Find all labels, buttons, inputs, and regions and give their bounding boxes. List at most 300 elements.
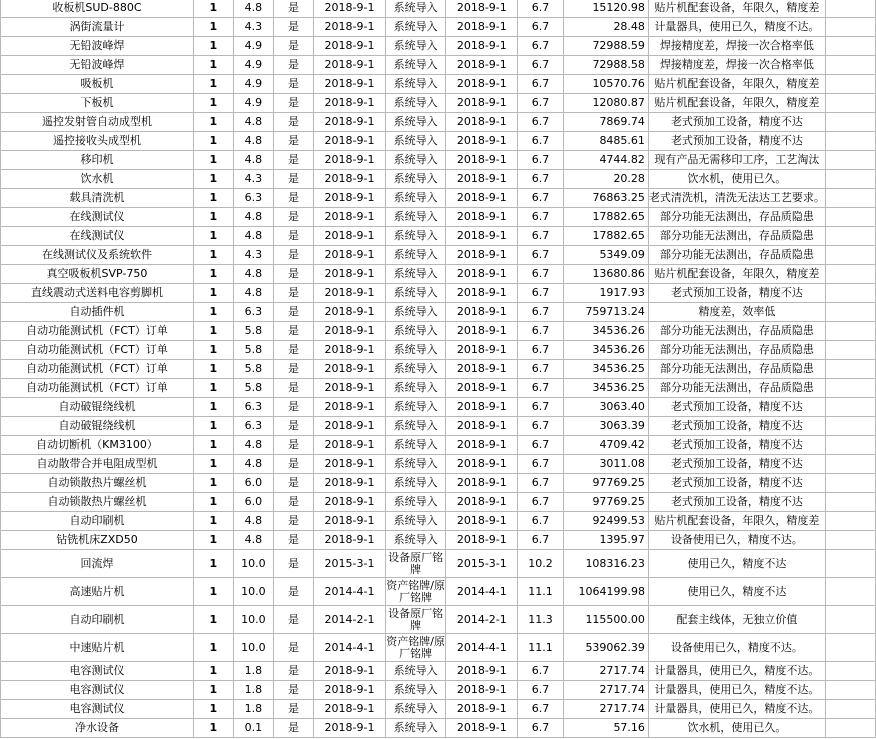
flag-cell: 是 (274, 606, 314, 634)
years-cell: 6.7 (518, 455, 563, 474)
value-cell: 7869.74 (563, 113, 648, 132)
table-row (1, 360, 876, 379)
blank-cell (825, 208, 875, 227)
source-cell: 系统导入 (386, 189, 446, 208)
table-row (1, 189, 876, 208)
qty-cell: 1 (193, 265, 233, 284)
table-row (1, 303, 876, 322)
table-row (1, 113, 876, 132)
name-cell: 涡街流量计 (1, 18, 194, 37)
blank-cell (825, 474, 875, 493)
table-row (1, 436, 876, 455)
source-cell: 系统导入 (386, 56, 446, 75)
date-cell: 2018-9-1 (313, 265, 385, 284)
table-row (1, 634, 876, 662)
note-cell: 计量器具，使用已久，精度不达。 (648, 662, 825, 681)
qty-cell: 1 (193, 719, 233, 738)
date2-cell: 2018-9-1 (446, 132, 518, 151)
years-cell: 6.7 (518, 94, 563, 113)
date-cell: 2015-3-1 (313, 550, 385, 578)
qty-cell: 1 (193, 246, 233, 265)
blank-cell (825, 455, 875, 474)
table-row (1, 56, 876, 75)
date-cell: 2018-9-1 (313, 360, 385, 379)
flag-cell: 是 (274, 246, 314, 265)
date-cell: 2018-9-1 (313, 113, 385, 132)
date2-cell: 2018-9-1 (446, 493, 518, 512)
life-cell: 4.3 (233, 246, 273, 265)
value-cell: 1917.93 (563, 284, 648, 303)
qty-cell: 1 (193, 606, 233, 634)
qty-cell: 1 (193, 681, 233, 700)
name-cell: 移印机 (1, 151, 194, 170)
date-cell: 2018-9-1 (313, 170, 385, 189)
flag-cell: 是 (274, 379, 314, 398)
source-cell: 系统导入 (386, 681, 446, 700)
date-cell: 2018-9-1 (313, 512, 385, 531)
date-cell: 2018-9-1 (313, 208, 385, 227)
date2-cell: 2018-9-1 (446, 681, 518, 700)
note-cell: 计量器具，使用已久，精度不达。 (648, 700, 825, 719)
source-cell: 系统导入 (386, 132, 446, 151)
life-cell: 4.8 (233, 151, 273, 170)
date-cell: 2018-9-1 (313, 18, 385, 37)
years-cell: 6.7 (518, 113, 563, 132)
name-cell: 电容测试仪 (1, 681, 194, 700)
table-row (1, 208, 876, 227)
qty-cell: 1 (193, 284, 233, 303)
source-cell: 系统导入 (386, 0, 446, 18)
flag-cell: 是 (274, 493, 314, 512)
flag-cell: 是 (274, 227, 314, 246)
name-cell: 净水设备 (1, 719, 194, 738)
date-cell: 2014-2-1 (313, 606, 385, 634)
note-cell: 部分功能无法测出，存品质隐患 (648, 246, 825, 265)
life-cell: 4.9 (233, 75, 273, 94)
life-cell: 4.9 (233, 37, 273, 56)
years-cell: 6.7 (518, 512, 563, 531)
table-row (1, 398, 876, 417)
date2-cell: 2018-9-1 (446, 303, 518, 322)
blank-cell (825, 170, 875, 189)
source-cell: 系统导入 (386, 113, 446, 132)
blank-cell (825, 379, 875, 398)
date-cell: 2018-9-1 (313, 379, 385, 398)
note-cell: 饮水机，使用已久。 (648, 170, 825, 189)
years-cell: 6.7 (518, 303, 563, 322)
blank-cell (825, 662, 875, 681)
years-cell: 6.7 (518, 436, 563, 455)
date2-cell: 2018-9-1 (446, 56, 518, 75)
flag-cell: 是 (274, 512, 314, 531)
date-cell: 2018-9-1 (313, 189, 385, 208)
table-row (1, 18, 876, 37)
name-cell: 饮水机 (1, 170, 194, 189)
flag-cell: 是 (274, 151, 314, 170)
name-cell: 自动锁散热片螺丝机 (1, 474, 194, 493)
date2-cell: 2018-9-1 (446, 341, 518, 360)
value-cell: 2717.74 (563, 681, 648, 700)
name-cell: 吸板机 (1, 75, 194, 94)
note-cell: 使用已久，精度不达 (648, 578, 825, 606)
flag-cell: 是 (274, 578, 314, 606)
name-cell: 无铅波峰焊 (1, 56, 194, 75)
date2-cell: 2018-9-1 (446, 512, 518, 531)
table-row (1, 265, 876, 284)
note-cell: 焊接精度差，焊接一次合格率低 (648, 37, 825, 56)
source-cell: 系统导入 (386, 151, 446, 170)
source-cell: 系统导入 (386, 512, 446, 531)
source-cell: 系统导入 (386, 455, 446, 474)
date-cell: 2018-9-1 (313, 531, 385, 550)
life-cell: 6.0 (233, 474, 273, 493)
name-cell: 载具清洗机 (1, 189, 194, 208)
date-cell: 2018-9-1 (313, 398, 385, 417)
name-cell: 自动插件机 (1, 303, 194, 322)
table-row (1, 0, 876, 18)
table-row (1, 284, 876, 303)
years-cell: 11.1 (518, 578, 563, 606)
life-cell: 4.8 (233, 113, 273, 132)
source-cell: 系统导入 (386, 208, 446, 227)
flag-cell: 是 (274, 417, 314, 436)
value-cell: 108316.23 (563, 550, 648, 578)
date-cell: 2018-9-1 (313, 417, 385, 436)
table-body (1, 0, 876, 738)
blank-cell (825, 578, 875, 606)
source-cell: 系统导入 (386, 18, 446, 37)
note-cell: 老式预加工设备，精度不达 (648, 436, 825, 455)
table-row (1, 341, 876, 360)
years-cell: 6.7 (518, 662, 563, 681)
flag-cell: 是 (274, 681, 314, 700)
source-cell: 系统导入 (386, 246, 446, 265)
flag-cell: 是 (274, 474, 314, 493)
years-cell: 11.3 (518, 606, 563, 634)
flag-cell: 是 (274, 18, 314, 37)
name-cell: 自动印刷机 (1, 606, 194, 634)
qty-cell: 1 (193, 398, 233, 417)
note-cell: 老式清洗机，清洗无法达工艺要求。 (648, 189, 825, 208)
blank-cell (825, 94, 875, 113)
flag-cell: 是 (274, 550, 314, 578)
years-cell: 6.7 (518, 700, 563, 719)
value-cell: 4744.82 (563, 151, 648, 170)
flag-cell: 是 (274, 398, 314, 417)
blank-cell (825, 417, 875, 436)
date2-cell: 2018-9-1 (446, 189, 518, 208)
value-cell: 3063.39 (563, 417, 648, 436)
name-cell: 下板机 (1, 94, 194, 113)
name-cell: 电容测试仪 (1, 700, 194, 719)
qty-cell: 1 (193, 132, 233, 151)
value-cell: 10570.76 (563, 75, 648, 94)
date2-cell: 2018-9-1 (446, 94, 518, 113)
life-cell: 6.0 (233, 493, 273, 512)
value-cell: 20.28 (563, 170, 648, 189)
note-cell: 老式预加工设备，精度不达 (648, 417, 825, 436)
table-row (1, 379, 876, 398)
qty-cell: 1 (193, 0, 233, 18)
life-cell: 0.1 (233, 719, 273, 738)
source-cell: 资产铭牌/原厂铭牌 (386, 578, 445, 604)
date-cell: 2018-9-1 (313, 681, 385, 700)
value-cell: 539062.39 (563, 634, 648, 662)
blank-cell (825, 284, 875, 303)
qty-cell: 1 (193, 113, 233, 132)
table-row (1, 719, 876, 738)
note-cell: 部分功能无法测出，存品质隐患 (648, 379, 825, 398)
flag-cell: 是 (274, 634, 314, 662)
years-cell: 6.7 (518, 227, 563, 246)
flag-cell: 是 (274, 265, 314, 284)
source-cell: 系统导入 (386, 94, 446, 113)
table-row (1, 94, 876, 113)
flag-cell: 是 (274, 113, 314, 132)
qty-cell: 1 (193, 512, 233, 531)
years-cell: 6.7 (518, 132, 563, 151)
blank-cell (825, 56, 875, 75)
table-row (1, 531, 876, 550)
name-cell: 收板机SUD-880C (1, 0, 194, 18)
table-row (1, 578, 876, 606)
value-cell: 1395.97 (563, 531, 648, 550)
name-cell: 自动功能测试机（FCT）订单 (1, 360, 194, 379)
years-cell: 10.2 (518, 550, 563, 578)
qty-cell: 1 (193, 700, 233, 719)
name-cell: 自动破锟绕线机 (1, 398, 194, 417)
name-cell: 自动切断机（KM3100） (1, 436, 194, 455)
date2-cell: 2018-9-1 (446, 360, 518, 379)
qty-cell: 1 (193, 436, 233, 455)
date2-cell: 2018-9-1 (446, 151, 518, 170)
blank-cell (825, 681, 875, 700)
date2-cell: 2018-9-1 (446, 37, 518, 56)
table-row (1, 662, 876, 681)
years-cell: 6.7 (518, 75, 563, 94)
source-cell: 系统导入 (386, 379, 446, 398)
life-cell: 5.8 (233, 322, 273, 341)
qty-cell: 1 (193, 531, 233, 550)
date2-cell: 2018-9-1 (446, 417, 518, 436)
qty-cell: 1 (193, 75, 233, 94)
life-cell: 5.8 (233, 379, 273, 398)
flag-cell: 是 (274, 75, 314, 94)
note-cell: 贴片机配套设备，年限久，精度差 (648, 512, 825, 531)
value-cell: 17882.65 (563, 227, 648, 246)
years-cell: 6.7 (518, 341, 563, 360)
value-cell: 92499.53 (563, 512, 648, 531)
date2-cell: 2014-4-1 (446, 634, 518, 662)
qty-cell: 1 (193, 379, 233, 398)
value-cell: 72988.59 (563, 37, 648, 56)
years-cell: 6.7 (518, 0, 563, 18)
qty-cell: 1 (193, 37, 233, 56)
blank-cell (825, 189, 875, 208)
name-cell: 高速贴片机 (1, 578, 194, 606)
flag-cell: 是 (274, 208, 314, 227)
life-cell: 10.0 (233, 578, 273, 606)
life-cell: 10.0 (233, 550, 273, 578)
name-cell: 电容测试仪 (1, 662, 194, 681)
blank-cell (825, 151, 875, 170)
life-cell: 6.3 (233, 189, 273, 208)
date-cell: 2018-9-1 (313, 341, 385, 360)
source-cell: 系统导入 (386, 284, 446, 303)
date2-cell: 2018-9-1 (446, 436, 518, 455)
note-cell: 饮水机，使用已久。 (648, 719, 825, 738)
date2-cell: 2018-9-1 (446, 18, 518, 37)
life-cell: 6.3 (233, 417, 273, 436)
qty-cell: 1 (193, 94, 233, 113)
life-cell: 10.0 (233, 606, 273, 634)
note-cell: 老式预加工设备，精度不达 (648, 113, 825, 132)
date2-cell: 2018-9-1 (446, 322, 518, 341)
date2-cell: 2014-4-1 (446, 578, 518, 606)
date-cell: 2018-9-1 (313, 0, 385, 18)
years-cell: 6.7 (518, 493, 563, 512)
qty-cell: 1 (193, 493, 233, 512)
table-row (1, 170, 876, 189)
table-row (1, 474, 876, 493)
years-cell: 6.7 (518, 322, 563, 341)
flag-cell: 是 (274, 360, 314, 379)
qty-cell: 1 (193, 322, 233, 341)
table-row (1, 151, 876, 170)
table-row (1, 417, 876, 436)
years-cell: 6.7 (518, 189, 563, 208)
value-cell: 5349.09 (563, 246, 648, 265)
years-cell: 6.7 (518, 681, 563, 700)
years-cell: 6.7 (518, 284, 563, 303)
flag-cell: 是 (274, 455, 314, 474)
years-cell: 6.7 (518, 360, 563, 379)
date-cell: 2014-4-1 (313, 634, 385, 662)
flag-cell: 是 (274, 284, 314, 303)
date-cell: 2018-9-1 (313, 37, 385, 56)
flag-cell: 是 (274, 531, 314, 550)
note-cell: 部分功能无法测出，存品质隐患 (648, 227, 825, 246)
years-cell: 6.7 (518, 417, 563, 436)
value-cell: 2717.74 (563, 700, 648, 719)
flag-cell: 是 (274, 719, 314, 738)
blank-cell (825, 700, 875, 719)
date-cell: 2018-9-1 (313, 662, 385, 681)
source-cell: 设备原厂铭牌 (386, 550, 446, 578)
source-cell: 资产铭牌/原厂铭牌 (386, 634, 445, 660)
qty-cell: 1 (193, 662, 233, 681)
years-cell: 6.7 (518, 37, 563, 56)
note-cell: 贴片机配套设备，年限久，精度差 (648, 94, 825, 113)
source-cell: 系统导入 (386, 531, 446, 550)
qty-cell: 1 (193, 303, 233, 322)
life-cell: 4.8 (233, 436, 273, 455)
name-cell: 在线测试仪及系统软件 (1, 246, 194, 265)
life-cell: 6.3 (233, 303, 273, 322)
name-cell: 在线测试仪 (1, 227, 194, 246)
flag-cell: 是 (274, 170, 314, 189)
note-cell: 老式预加工设备，精度不达 (648, 284, 825, 303)
note-cell: 贴片机配套设备，年限久，精度差 (648, 0, 825, 18)
flag-cell: 是 (274, 56, 314, 75)
life-cell: 4.3 (233, 18, 273, 37)
qty-cell: 1 (193, 189, 233, 208)
blank-cell (825, 436, 875, 455)
flag-cell: 是 (274, 700, 314, 719)
blank-cell (825, 606, 875, 634)
blank-cell (825, 360, 875, 379)
table-row (1, 512, 876, 531)
date2-cell: 2018-9-1 (446, 531, 518, 550)
table-row (1, 75, 876, 94)
table-row (1, 322, 876, 341)
source-cell: 系统导入 (386, 662, 446, 681)
note-cell: 老式预加工设备，精度不达 (648, 474, 825, 493)
date-cell: 2018-9-1 (313, 246, 385, 265)
date-cell: 2018-9-1 (313, 75, 385, 94)
note-cell: 精度差，效率低 (648, 303, 825, 322)
date-cell: 2018-9-1 (313, 284, 385, 303)
life-cell: 1.8 (233, 681, 273, 700)
flag-cell: 是 (274, 37, 314, 56)
years-cell: 6.7 (518, 719, 563, 738)
date-cell: 2018-9-1 (313, 303, 385, 322)
flag-cell: 是 (274, 189, 314, 208)
source-cell: 设备原厂铭牌 (386, 606, 446, 634)
name-cell: 在线测试仪 (1, 208, 194, 227)
qty-cell: 1 (193, 170, 233, 189)
table-row (1, 132, 876, 151)
date-cell: 2018-9-1 (313, 94, 385, 113)
value-cell: 34536.25 (563, 360, 648, 379)
note-cell: 老式预加工设备，精度不达 (648, 493, 825, 512)
value-cell: 97769.25 (563, 474, 648, 493)
table-row (1, 606, 876, 634)
blank-cell (825, 132, 875, 151)
note-cell: 贴片机配套设备，年限久，精度差 (648, 75, 825, 94)
flag-cell: 是 (274, 322, 314, 341)
qty-cell: 1 (193, 56, 233, 75)
qty-cell: 1 (193, 208, 233, 227)
note-cell: 部分功能无法测出，存品质隐患 (648, 360, 825, 379)
source-cell: 系统导入 (386, 170, 446, 189)
date-cell: 2014-4-1 (313, 578, 385, 606)
source-cell: 系统导入 (386, 398, 446, 417)
name-cell: 直线震动式送料电容剪脚机 (1, 284, 194, 303)
life-cell: 5.8 (233, 341, 273, 360)
source-cell: 系统导入 (386, 227, 446, 246)
date-cell: 2018-9-1 (313, 474, 385, 493)
qty-cell: 1 (193, 151, 233, 170)
value-cell: 57.16 (563, 719, 648, 738)
value-cell: 3063.40 (563, 398, 648, 417)
table-row (1, 455, 876, 474)
years-cell: 6.7 (518, 170, 563, 189)
note-cell: 计量器具，使用已久，精度不达。 (648, 18, 825, 37)
name-cell: 自动功能测试机（FCT）订单 (1, 379, 194, 398)
blank-cell (825, 265, 875, 284)
date2-cell: 2018-9-1 (446, 719, 518, 738)
blank-cell (825, 341, 875, 360)
name-cell: 真空吸板机SVP-750 (1, 265, 194, 284)
name-cell: 自动破锟绕线机 (1, 417, 194, 436)
blank-cell (825, 512, 875, 531)
table-row (1, 227, 876, 246)
date-cell: 2018-9-1 (313, 719, 385, 738)
life-cell: 4.8 (233, 0, 273, 18)
name-cell: 自动锁散热片螺丝机 (1, 493, 194, 512)
years-cell: 6.7 (518, 398, 563, 417)
